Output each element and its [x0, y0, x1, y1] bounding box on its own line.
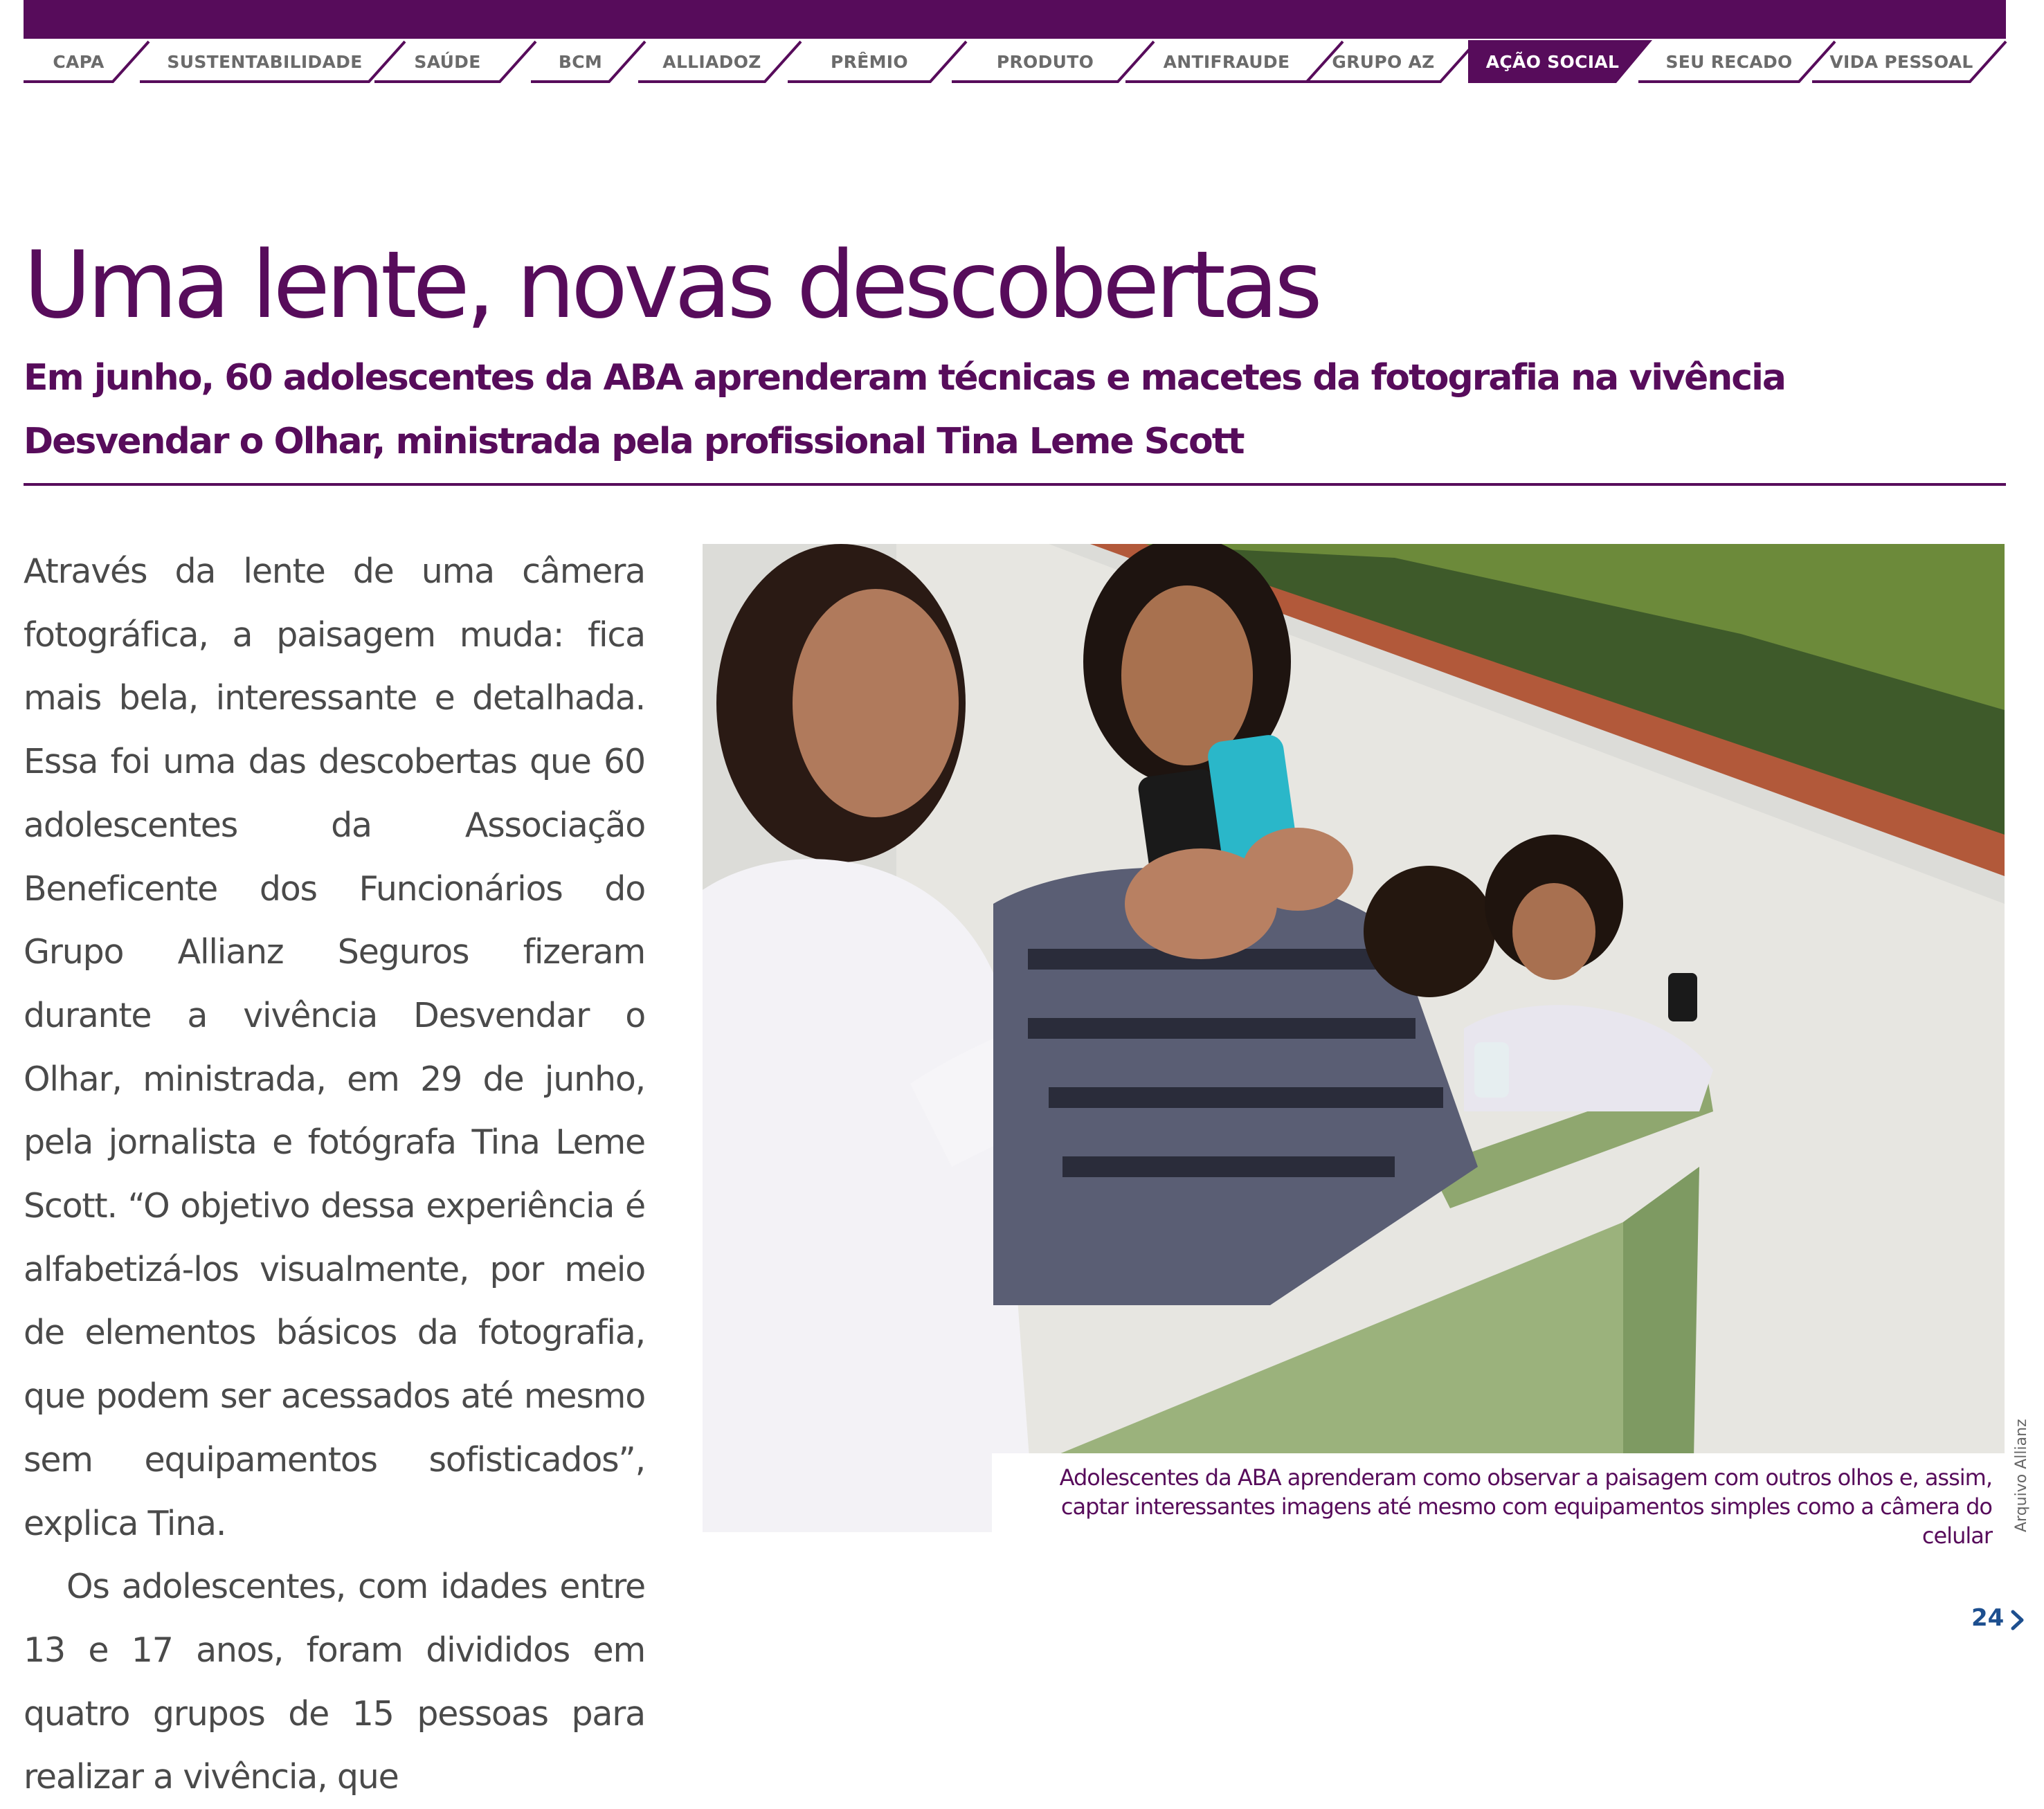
tab-seu-recado[interactable]	[1638, 40, 1835, 83]
tab-capa[interactable]	[24, 40, 149, 83]
tab-label: GRUPO AZ	[1332, 51, 1435, 72]
tab-grupo-az[interactable]	[1305, 40, 1476, 83]
chevron-right-icon[interactable]	[2010, 1610, 2025, 1630]
tab-bcm[interactable]	[531, 40, 645, 83]
article-body	[24, 540, 645, 1809]
tab-label: VIDA PESSOAL	[1829, 51, 1973, 72]
tab-label: PRÊMIO	[831, 51, 908, 72]
tab-label: PRODUTO	[996, 51, 1094, 72]
tab-saude[interactable]	[374, 40, 536, 83]
tab-alliadoz[interactable]	[638, 40, 801, 83]
tab-sustentabilidade[interactable]	[140, 40, 405, 83]
photo-credit: Arquivo Allianz	[2013, 1419, 2030, 1532]
tab-label: SUSTENTABILIDADE	[167, 51, 363, 72]
tab-premio[interactable]	[788, 40, 966, 83]
tab-label: BCM	[558, 51, 603, 72]
article-subtitle: Em junho, 60 adolescentes da ABA aprenderam técnicas e macetes da fotografia na vivência Desvendar o Olhar, ministrada pela profissional Tina Leme Scott	[24, 357, 1785, 462]
tab-label: ANTIFRAUDE	[1163, 51, 1290, 72]
photo-illustration	[703, 544, 2005, 1532]
top-color-bar	[24, 0, 2006, 39]
article-photo	[703, 544, 2005, 1532]
body-paragraph: Através da lente de uma câmera fotográfica, a paisagem muda: fica mais bela, interessante e detalhada. Essa foi uma das descobertas que 60 adolescentes da Associação Beneficente dos Funcionários do Grupo Allianz Seguros fizeram durante a vivência Desvendar o Olhar, ministrada, em 29 de junho, pela jornalista e fotógrafa Tina Leme Scott. “O objetivo dessa experiência é alfabetizá-los visualmente, por meio de elementos básicos da fotografia, que podem ser acessados até mesmo sem equipamentos sofisticados”, explica Tina.	[24, 552, 645, 1543]
article-title: Uma lente, novas descobertas	[24, 231, 1319, 339]
tab-label: CAPA	[53, 51, 105, 72]
section-tabs	[24, 40, 2006, 83]
tab-vida-pessoal[interactable]	[1812, 40, 2006, 83]
tab-label: AÇÃO SOCIAL	[1485, 51, 1620, 72]
title-divider	[24, 483, 2006, 486]
tab-acao-social[interactable]	[1468, 40, 1652, 83]
body-paragraph: Os adolescentes, com idades entre 13 e 17 anos, foram divididos em quatro grupos de 15 pessoas para realizar a vivência, que	[24, 1567, 645, 1797]
tab-label: SAÚDE	[414, 51, 481, 72]
tab-produto[interactable]	[952, 40, 1154, 83]
page-number: 24	[1971, 1604, 2005, 1632]
photo-caption: Adolescentes da ABA aprenderam como observar a paisagem com outros olhos e, assim, captar interessantes imagens até mesmo com equipamentos simples como a câmera do celular	[1059, 1464, 1992, 1549]
photo-caption-box	[992, 1453, 2005, 1549]
tab-label: ALLIADOZ	[662, 51, 761, 72]
tab-label: SEU RECADO	[1665, 51, 1793, 72]
